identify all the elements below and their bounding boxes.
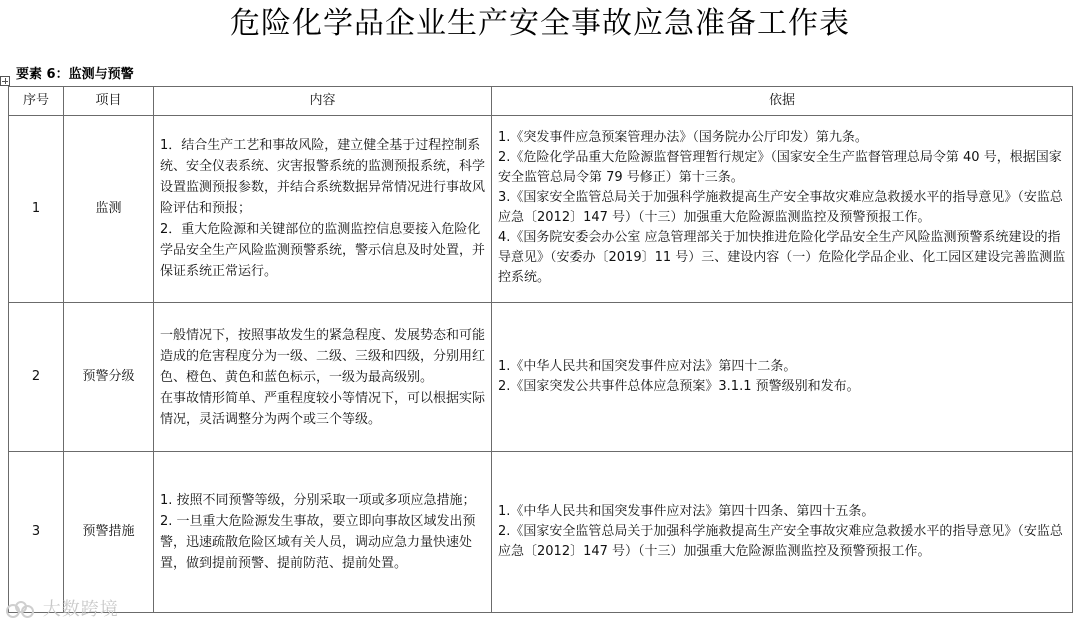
basis-paragraph: 1.《突发事件应急预案管理办法》（国务院办公厅印发）第九条。	[498, 130, 868, 145]
content-paragraph: 在事故情形简单、严重程度较小等情况下，可以根据实际情况，灵活调整分为两个或三个等级。	[160, 390, 486, 427]
basis-paragraph: 2.《危险化学品重大危险源监督管理暂行规定》（国家安全生产监督管理总局令第 40 号，根据国家安全监管总局令第 79 号修正）第十三条。	[498, 150, 1062, 185]
header-item: 项目	[64, 87, 154, 116]
row-content	[154, 303, 492, 452]
table-row	[9, 452, 1073, 613]
header-content: 内容	[154, 87, 492, 116]
watermark-logo-icon	[6, 601, 34, 619]
watermark-text: 大数跨境	[42, 599, 119, 620]
row-content	[154, 452, 492, 613]
header-basis: 依据	[492, 87, 1073, 116]
table-row	[9, 116, 1073, 303]
content-paragraph: 2. 一旦重大危险源发生事故，要立即向事故区域发出预警，迅速疏散危险区域有关人员，调动应急力量快速处置，做到提前预警、提前防范、提前处置。	[160, 514, 476, 571]
basis-paragraph: 2.《国家突发公共事件总体应急预案》3.1.1 预警级别和发布。	[498, 379, 860, 394]
row-item: 预警措施	[64, 452, 154, 613]
content-paragraph: 1. 按照不同预警等级，分别采取一项或多项应急措施；	[160, 493, 476, 508]
header-index: 序号	[9, 87, 64, 116]
basis-paragraph: 3.《国家安全监管总局关于加强科学施救提高生产安全事故灾难应急救援水平的指导意见》（安监总应急〔2012〕147 号）（十三）加强重大危险源监测监控及预警预报工作。	[498, 190, 1063, 225]
work-table	[8, 86, 1073, 613]
row-index: 1	[9, 116, 64, 303]
table-header-row	[9, 87, 1073, 116]
table-anchor-icon[interactable]	[0, 76, 10, 86]
basis-paragraph: 1.《中华人民共和国突发事件应对法》第四十二条。	[498, 359, 797, 374]
row-item: 监测	[64, 116, 154, 303]
section-label: 要素 6：监测与预警	[16, 67, 134, 82]
row-content	[154, 116, 492, 303]
row-basis	[492, 452, 1073, 613]
basis-paragraph: 2.《国家安全监管总局关于加强科学施救提高生产安全事故灾难应急救援水平的指导意见》（安监总应急〔2012〕147 号）（十三）加强重大危险源监测监控及预警预报工作。	[498, 524, 1063, 559]
basis-paragraph: 4.《国务院安委会办公室 应急管理部关于加快推进危险化学品安全生产风险监测预警系统建设的指导意见》（安委办〔2019〕11 号）三、建设内容（一）危险化学品企业、化工园区建设完善监测监控系统。	[498, 230, 1066, 285]
row-index: 2	[9, 303, 64, 452]
content-paragraph: 1．结合生产工艺和事故风险，建立健全基于过程控制系统、安全仪表系统、灾害报警系统的监测预报系统，科学设置监测预报参数，并结合系统数据异常情况进行事故风险评估和预报；	[160, 137, 486, 216]
content-paragraph: 一般情况下，按照事故发生的紧急程度、发展势态和可能造成的危害程度分为一级、二级、三级和四级，分别用红色、橙色、黄色和蓝色标示，一级为最高级别。	[160, 327, 486, 385]
content-paragraph: 2．重大危险源和关键部位的监测监控信息要接入危险化学品安全生产风险监测预警系统，警示信息及时处置，并保证系统正常运行。	[160, 221, 486, 279]
row-index: 3	[9, 452, 64, 613]
row-basis	[492, 116, 1073, 303]
row-basis	[492, 303, 1073, 452]
page-title: 危险化学品企业生产安全事故应急准备工作表	[230, 6, 850, 41]
row-item: 预警分级	[64, 303, 154, 452]
watermark	[6, 595, 119, 621]
table-row	[9, 303, 1073, 452]
basis-paragraph: 1.《中华人民共和国突发事件应对法》第四十四条、第四十五条。	[498, 504, 875, 519]
